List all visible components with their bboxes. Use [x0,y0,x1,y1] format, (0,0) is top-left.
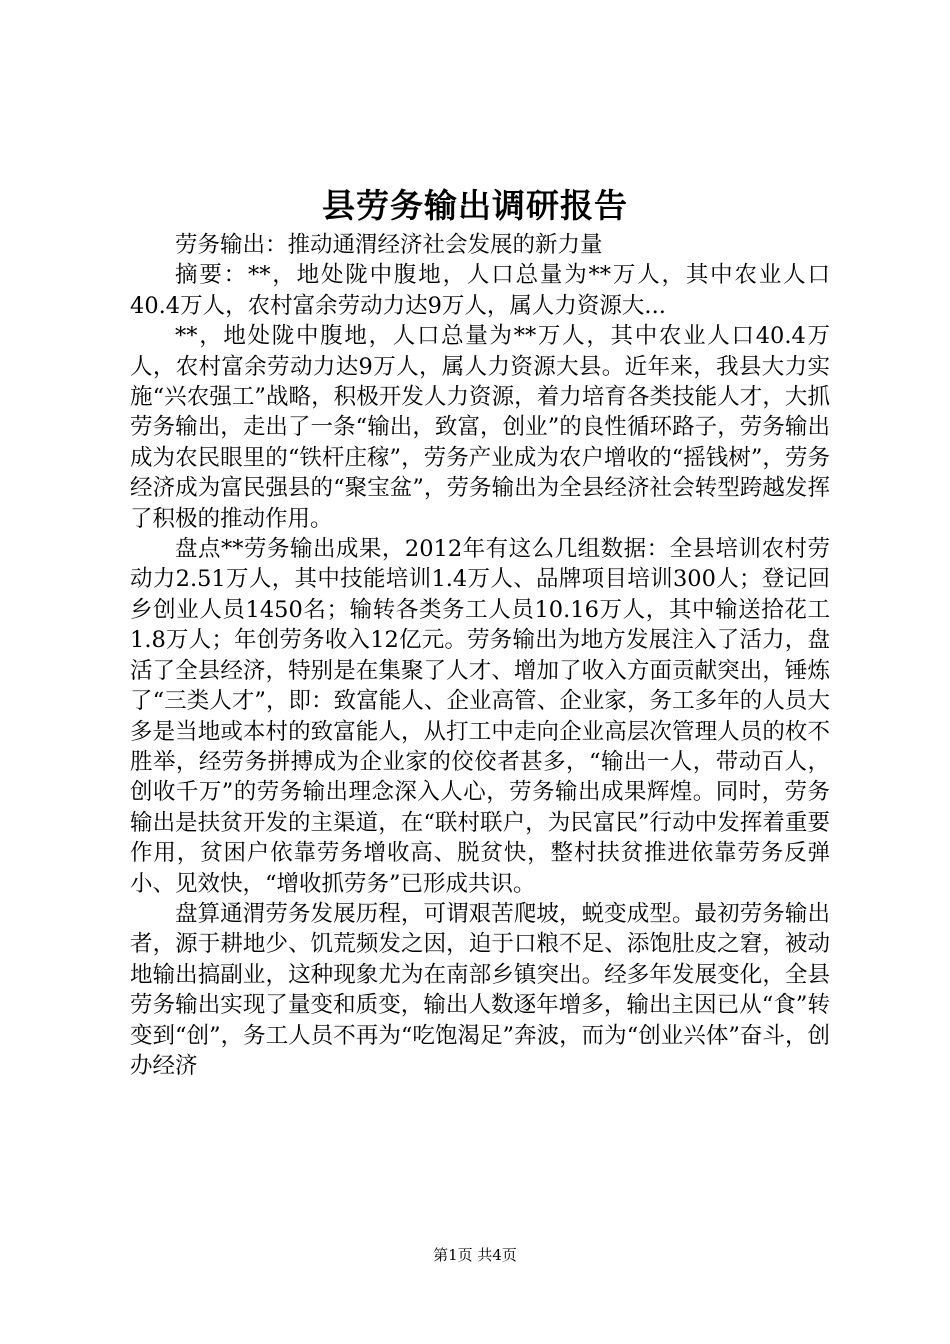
document-body [130,230,830,1081]
subtitle-paragraph: 劳务输出：推动通渭经济社会发展的新力量 [175,232,603,258]
body-paragraph: 盘点**劳务输出成果，2012年有这么几组数据：全县培训农村劳动力2.51万人，其中技能培训1.4万人、品牌项目培训300人；登记回乡创业人员1450名；输转各类务工人员10.16万人，其中输送拾花工1.8万人；年创劳务收入12亿元。劳务输出为地方发展注入了活力，盘活了全县经济，特别是在集聚了人才、增加了收入方面贡献突出，锤炼了“三类人才”，即：致富能人、企业高管、企业家，务工多年的人员大多是当地或本村的致富能人，从打工中走向企业高层次管理人员的枚不胜举，经劳务拼搏成为企业家的佼佼者甚多，“输出一人，带动百人，创收千万”的劳务输出理念深入人心，劳务输出成果辉煌。同时，劳务输出是扶贫开发的主渠道，在“联村联户，为民富民”行动中发挥着重要作用，贫困户依靠劳务增收高、脱贫快，整村扶贫推进依靠劳务反弹小、见效快，“增收抓劳务”已形成共识。 [130,536,830,897]
document-title: 县劳务输出调研报告 [322,186,628,225]
body-paragraph: 盘算通渭劳务发展历程，可谓艰苦爬坡，蜕变成型。最初劳务输出者，源于耕地少、饥荒频发之因，迫于口粮不足、添饱肚皮之窘，被动地输出搞副业，这种现象尤为在南部乡镇突出。经多年发展变化，全县劳务输出实现了量变和质变，输出人数逐年增多，输出主因已从“食”转变到“创”，务工人员不再为“吃饱渴足”奔波，而为“创业兴体”奋斗，创办经济 [130,900,830,1079]
abstract-paragraph: 摘要：**，地处陇中腹地，人口总量为**万人，其中农业人口40.4万人，农村富余劳动力达9万人，属人力资源大... [130,262,830,319]
body-paragraph: **，地处陇中腹地，人口总量为**万人，其中农业人口40.4万人，农村富余劳动力达9万人，属人力资源大县。近年来，我县大力实施“兴农强工”战略，积极开发人力资源，着力培育各类技能人才，大抓劳务输出，走出了一条“输出，致富，创业”的良性循环路子，劳务输出成为农民眼里的“铁杆庄稼”，劳务产业成为农户增收的“摇钱树”，劳务经济成为富民强县的“聚宝盆”，劳务输出为全县经济社会转型跨越发挥了积极的推动作用。 [130,323,830,532]
page-footer: 第1页 共4页 [433,1246,517,1264]
